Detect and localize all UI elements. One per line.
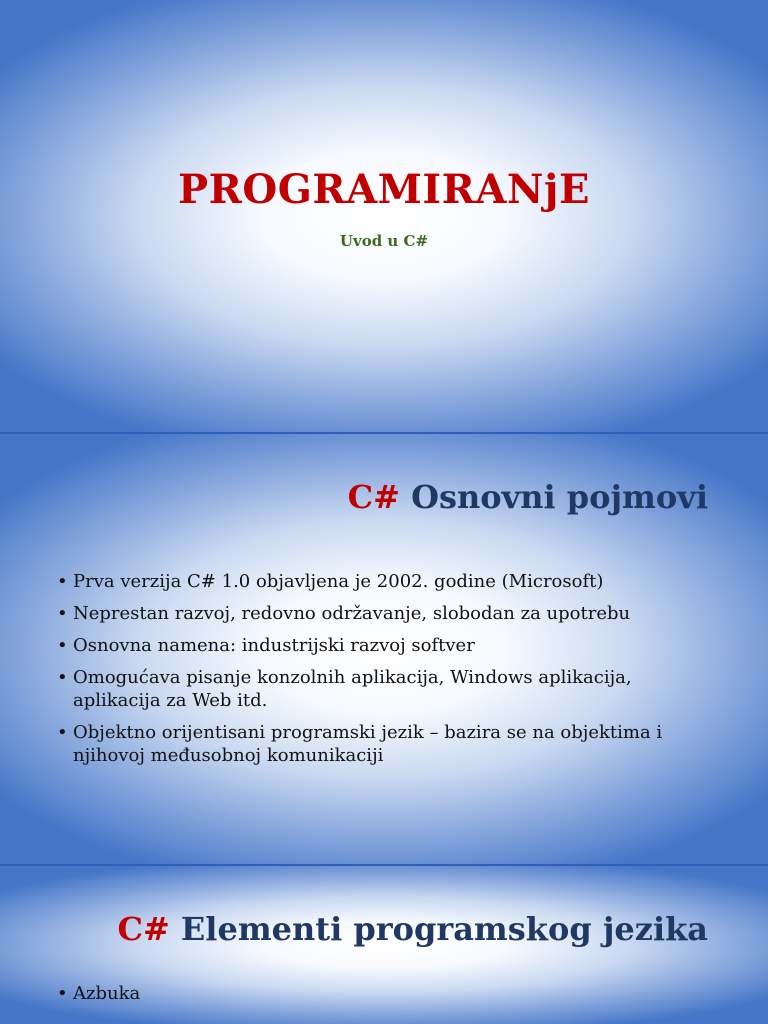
slide-title-prefix: C#: [347, 478, 400, 516]
presentation-title: PROGRAMIRANjE: [178, 166, 590, 213]
bullet-list: [56, 570, 706, 776]
slide-title-text: Osnovni pojmovi: [411, 478, 708, 516]
bullet-item: • Omogućava pisanje konzolnih aplikacija, Windows aplikacija, aplikacija za Web itd.: [56, 666, 706, 712]
slide-title: [348, 478, 708, 516]
slide-title-prefix: C#: [117, 910, 170, 948]
bullet-item: • Osnovna namena: industrijski razvoj softver: [56, 634, 706, 657]
slide-osnovni-pojmovi: [0, 434, 768, 864]
bullet-item: • Neprestan razvoj, redovno održavanje, slobodan za upotrebu: [56, 602, 706, 625]
bullet-item: • Azbuka: [56, 982, 706, 1005]
slide-title-text: Elementi programskog jezika: [180, 910, 708, 948]
slide-title: [117, 910, 708, 948]
slide-elementi-jezika: [0, 866, 768, 1024]
title-slide: [0, 0, 768, 432]
bullet-item: • Objektno orijentisani programski jezik – bazira se na objektima i njihovoj međusobnoj komunikaciji: [56, 721, 706, 767]
presentation-subtitle: Uvod u C#: [339, 232, 429, 250]
bullet-list: [56, 982, 706, 1014]
bullet-item: • Prva verzija C# 1.0 objavljena je 2002. godine (Microsoft): [56, 570, 706, 593]
